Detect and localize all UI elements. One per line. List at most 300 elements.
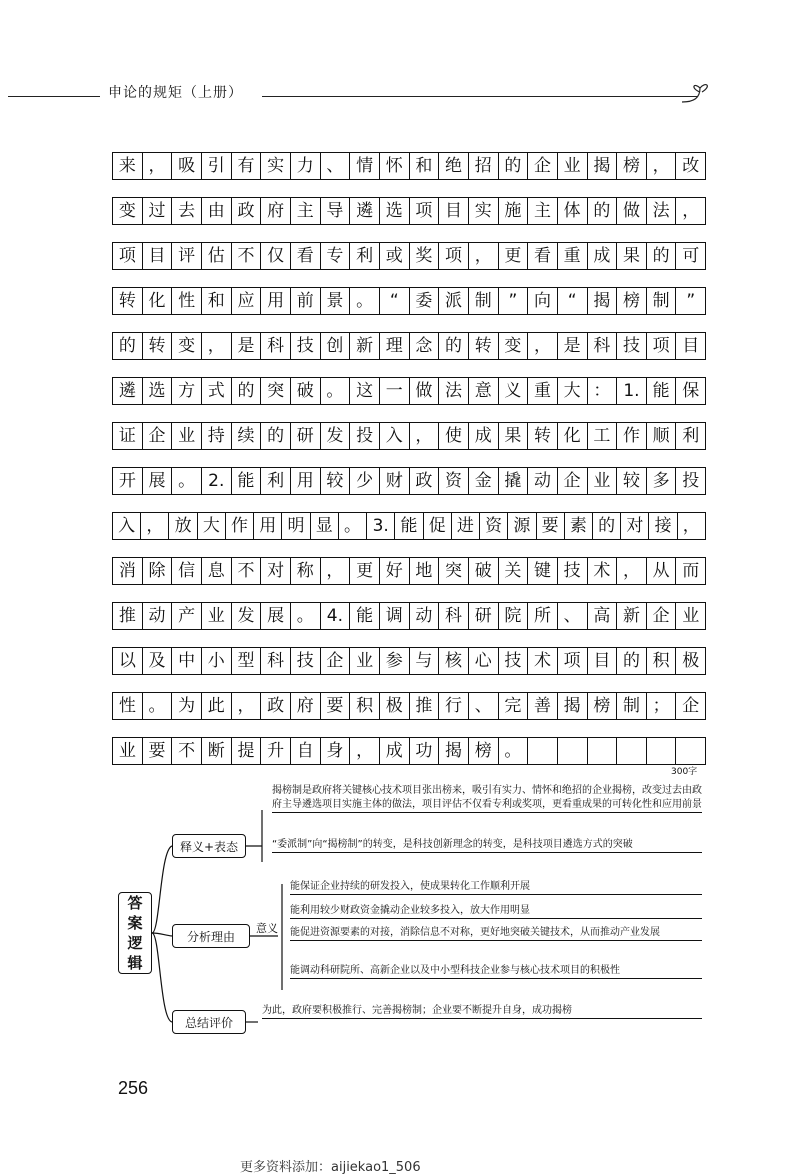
essay-cell: 企 [528,152,558,180]
essay-cell: ， [617,557,647,585]
essay-cell: 科 [588,332,618,360]
essay-cell: 制 [617,692,647,720]
root-char: 案 [127,914,143,932]
essay-cell: 的 [593,512,621,540]
essay-cell: 去 [172,197,202,225]
reason-item: 能调动科研院所、高新企业以及中小型科技企业参与核心技术项目的积极性 [290,964,702,979]
essay-cell: 投 [676,467,706,495]
essay-cell: 对 [621,512,649,540]
essay-cell: ， [647,152,677,180]
essay-row [112,602,706,630]
essay-cell: 的 [647,242,677,270]
essay-cell: 目 [676,332,706,360]
essay-cell: 财 [380,467,410,495]
branch1-note-stance: “委派制”向“揭榜制”的转变，是科技创新理念的转变，是科技项目遴选方式的突破 [272,838,702,853]
essay-cell: 榜 [617,287,647,315]
header-rule-right [262,96,698,97]
essay-cell: 的 [617,647,647,675]
essay-cell: 中 [172,647,202,675]
essay-cell: 前 [291,287,321,315]
essay-cell: 委 [410,287,440,315]
essay-cell: ” [499,287,529,315]
essay-cell: 的 [261,422,291,450]
essay-cell: 此 [202,692,232,720]
essay-cell: 实 [261,152,291,180]
essay-cell: 不 [172,737,202,765]
essay-cell: 主 [528,197,558,225]
essay-cell: 转 [143,332,173,360]
essay-row [112,377,706,405]
essay-cell: 术 [588,557,618,585]
essay-cell: 理 [380,332,410,360]
essay-cell: 自 [291,737,321,765]
essay-cell: 导 [321,197,351,225]
essay-cell: 多 [647,467,677,495]
essay-cell: 创 [321,332,351,360]
essay-cell: 键 [528,557,558,585]
essay-cell: 项 [410,197,440,225]
essay-cell: 企 [143,422,173,450]
essay-cell: 评 [172,242,202,270]
essay-cell: 遴 [350,197,380,225]
essay-cell: 转 [469,332,499,360]
essay-cell: ， [232,692,262,720]
essay-cell: 科 [439,602,469,630]
essay-cell: 推 [410,692,440,720]
reason-item: 能利用较少财政资金撬动企业较多投入，放大作用明显 [290,904,702,919]
essay-cell: 善 [528,692,558,720]
root-char: 逻 [127,934,143,952]
significance-label: 意义 [256,922,278,935]
essay-cell: 来 [113,152,143,180]
branch-label: 释义+表态 [179,839,239,854]
essay-cell: 。 [172,467,202,495]
essay-cell: 看 [528,242,558,270]
essay-cell: 企 [647,602,677,630]
essay-cell: 新 [350,332,380,360]
essay-cell: 使 [439,422,469,450]
essay-cell: 业 [202,602,232,630]
essay-cell: 资 [439,467,469,495]
essay-cell: 果 [617,242,647,270]
branch1-note-definition: 揭榜制是政府将关键核心技术项目张出榜来，吸引有实力、情怀和绝招的企业揭榜，改变过去由政府主导遴选项目实施主体的做法，项目评估不仅看专利或奖项，更看重成果的可转化性和应用前景 [272,784,702,813]
essay-cell: 动 [410,602,440,630]
essay-cell: 目 [143,242,173,270]
essay-cell: 果 [499,422,529,450]
essay-cell: 和 [410,152,440,180]
essay-cell: 意 [469,377,499,405]
essay-cell: 关 [499,557,529,585]
essay-cell: 施 [499,197,529,225]
essay-cell: 利 [676,422,706,450]
essay-cell: 证 [113,422,143,450]
essay-cell: 工 [588,422,618,450]
essay-cell: 开 [113,467,143,495]
essay-cell: 化 [143,287,173,315]
essay-cell: 明 [282,512,310,540]
essay-cell: 制 [647,287,677,315]
essay-cell: 持 [202,422,232,450]
essay-cell: 引 [202,152,232,180]
essay-cell: 1. [617,377,647,405]
essay-cell: 调 [380,602,410,630]
essay-cell: 奖 [410,242,440,270]
header-rule-left [8,96,100,97]
essay-cell: 动 [143,602,173,630]
root-char: 答 [127,894,143,912]
essay-cell: 选 [380,197,410,225]
essay-cell: 发 [321,422,351,450]
essay-cell: 为 [172,692,202,720]
essay-cell: 新 [617,602,647,630]
essay-cell: 由 [202,197,232,225]
essay-cell: 积 [647,647,677,675]
essay-cell: 化 [558,422,588,450]
essay-cell: 、 [558,602,588,630]
essay-cell: 展 [261,602,291,630]
essay-cell: 以 [113,647,143,675]
essay-cell: 和 [202,287,232,315]
essay-cell: 业 [588,467,618,495]
essay-cell: 科 [261,332,291,360]
essay-row [112,332,706,360]
essay-cell: 用 [291,467,321,495]
essay-cell [588,737,618,765]
essay-cell: 作 [226,512,254,540]
essay-cell: 核 [439,647,469,675]
essay-cell [647,737,677,765]
essay-cell: 招 [469,152,499,180]
essay-cell: 业 [172,422,202,450]
essay-cell: 性 [172,287,202,315]
essay-cell: 接 [649,512,677,540]
branch-analysis-node [172,924,250,948]
essay-cell: ， [469,242,499,270]
essay-cell: 府 [261,197,291,225]
essay-cell: 政 [410,467,440,495]
essay-cell: 2. [202,467,232,495]
essay-cell: 用 [254,512,282,540]
essay-cell: 院 [499,602,529,630]
essay-cell: 发 [232,602,262,630]
essay-cell: ， [676,197,706,225]
essay-cell: 派 [439,287,469,315]
essay-cell: ， [410,422,440,450]
essay-cell: 好 [380,557,410,585]
essay-cell: 所 [528,602,558,630]
branch-summary-node [172,1010,246,1034]
essay-cell: 突 [439,557,469,585]
essay-cell: 顺 [647,422,677,450]
essay-cell: ， [528,332,558,360]
essay-cell: 4. [321,602,351,630]
essay-cell: 金 [469,467,499,495]
essay-cell: 一 [380,377,410,405]
essay-cell: 情 [350,152,380,180]
essay-row [112,152,706,180]
essay-cell: 大 [198,512,226,540]
essay-cell: 专 [321,242,351,270]
essay-cell: 信 [172,557,202,585]
footer-text: 更多资料添加：aijiekao1_506 [240,1160,421,1175]
root-char: 辑 [127,954,143,972]
essay-cell: 揭 [439,737,469,765]
essay-cell: 式 [202,377,232,405]
essay-cell: 力 [291,152,321,180]
essay-cell: ， [321,557,351,585]
essay-cell: 吸 [172,152,202,180]
essay-cell: 向 [528,287,558,315]
essay-cell: 成 [588,242,618,270]
root-node [118,892,152,974]
branch-label: 总结评价 [184,1015,233,1030]
essay-row [112,737,706,765]
essay-cell: ； [647,692,677,720]
essay-cell: 技 [291,332,321,360]
essay-cell: 利 [261,467,291,495]
essay-cell: 业 [558,152,588,180]
essay-cell: 遴 [113,377,143,405]
essay-cell: 推 [113,602,143,630]
essay-cell: 做 [410,377,440,405]
page-number: 256 [118,1078,149,1098]
essay-cell: 变 [172,332,202,360]
essay-cell: 制 [469,287,499,315]
essay-cell: 除 [143,557,173,585]
essay-cell: 。 [321,377,351,405]
essay-cell: 极 [676,647,706,675]
essay-cell: 用 [261,287,291,315]
essay-cell: 术 [528,647,558,675]
essay-cell: 变 [499,332,529,360]
essay-cell: 地 [410,557,440,585]
essay-cell: 少 [350,467,380,495]
essay-cell: 型 [232,647,262,675]
essay-cell: 义 [499,377,529,405]
essay-cell: 转 [113,287,143,315]
essay-cell: 企 [676,692,706,720]
essay-cell: 做 [617,197,647,225]
essay-cell: 促 [424,512,452,540]
essay-cell: 政 [232,197,262,225]
essay-cell: 念 [410,332,440,360]
essay-cell: 法 [647,197,677,225]
essay-cell: 怀 [380,152,410,180]
essay-cell: 重 [528,377,558,405]
essay-cell: 显 [311,512,339,540]
essay-cell: 入 [380,422,410,450]
essay-cell: ， [202,332,232,360]
reason-item: 能保证企业持续的研发投入，使成果转化工作顺利开展 [290,880,702,895]
essay-cell: 成 [469,422,499,450]
essay-cell: 不 [232,242,262,270]
essay-cell: 称 [291,557,321,585]
summary-note: 为此，政府要积极推行、完善揭榜制；企业要不断提升自身，成功揭榜 [262,1004,702,1019]
sprout-icon [680,80,716,104]
essay-cell: 断 [202,737,232,765]
essay-cell: 息 [202,557,232,585]
essay-cell: 是 [232,332,262,360]
essay-cell: 业 [113,737,143,765]
essay-cell: 小 [202,647,232,675]
essay-cell: ， [350,737,380,765]
essay-cell: 可 [676,242,706,270]
branch-label: 分析理由 [186,929,235,944]
essay-cell: 要 [321,692,351,720]
essay-cell: ” [676,287,706,315]
page-header [0,78,800,108]
essay-cell: 完 [499,692,529,720]
essay-cell: 估 [202,242,232,270]
essay-cell: 企 [321,647,351,675]
essay-cell: 是 [558,332,588,360]
essay-cell: 提 [232,737,262,765]
essay-cell: 破 [469,557,499,585]
essay-cell: 政 [261,692,291,720]
essay-row [112,287,706,315]
essay-cell: 及 [143,647,173,675]
essay-cell: 技 [291,647,321,675]
essay-cell: 改 [676,152,706,180]
essay-cell: “ [558,287,588,315]
essay-cell: 方 [172,377,202,405]
essay-cell: 能 [232,467,262,495]
reason-item: 能促进资源要素的对接，消除信息不对称，更好地突破关键技术，从而推动产业发展 [290,926,702,941]
essay-cell: 目 [588,647,618,675]
essay-cell: 投 [350,422,380,450]
essay-cell: 产 [172,602,202,630]
essay-cell: 身 [321,737,351,765]
essay-cell: 动 [528,467,558,495]
essay-cell: 技 [617,332,647,360]
essay-cell: 突 [261,377,291,405]
essay-cell: 业 [350,647,380,675]
essay-cell: 这 [350,377,380,405]
essay-cell: “ [380,287,410,315]
essay-cell: 能 [647,377,677,405]
essay-cell: 。 [339,512,367,540]
essay-cell: 。 [499,737,529,765]
essay-cell: 揭 [588,287,618,315]
essay-cell: ， [141,512,169,540]
essay-cell: 而 [676,557,706,585]
essay-cell: 榜 [469,737,499,765]
essay-cell: 转 [528,422,558,450]
essay-cell: 技 [558,557,588,585]
essay-cell: 府 [291,692,321,720]
essay-row [112,512,706,540]
essay-cell: 项 [647,332,677,360]
essay-cell: 较 [617,467,647,495]
essay-cell: 项 [558,647,588,675]
essay-cell [558,737,588,765]
essay-cell: 参 [380,647,410,675]
essay-cell: 。 [350,287,380,315]
essay-cell: 选 [143,377,173,405]
essay-cell: 体 [558,197,588,225]
branch-interpret-node [172,834,246,858]
essay-cell: 心 [469,647,499,675]
essay-cell: 的 [439,332,469,360]
essay-cell: 大 [558,377,588,405]
essay-cell: ， [143,152,173,180]
essay-cell: 研 [291,422,321,450]
essay-cell: 重 [558,242,588,270]
essay-cell: 的 [113,332,143,360]
essay-cell: 3. [367,512,395,540]
essay-cell: 利 [350,242,380,270]
essay-cell: 、 [321,152,351,180]
essay-cell: 企 [558,467,588,495]
essay-cell: 保 [676,377,706,405]
essay-cell: 的 [232,377,262,405]
essay-cell: 科 [261,647,291,675]
essay-cell: 放 [169,512,197,540]
essay-cell: 榜 [617,152,647,180]
essay-cell: 的 [588,197,618,225]
essay-cell: 研 [469,602,499,630]
essay-cell: 揭 [588,152,618,180]
essay-cell: 源 [508,512,536,540]
essay-cell: 入 [113,512,141,540]
essay-cell: 仅 [261,242,291,270]
essay-cell: 进 [452,512,480,540]
essay-cell: 更 [499,242,529,270]
essay-cell: ， [678,512,706,540]
essay-cell: 消 [113,557,143,585]
essay-cell: 看 [291,242,321,270]
essay-cell: 榜 [588,692,618,720]
essay-cell: 与 [410,647,440,675]
essay-cell: 过 [143,197,173,225]
essay-cell: 破 [291,377,321,405]
essay-cell: 或 [380,242,410,270]
essay-cell: 有 [232,152,262,180]
essay-grid [112,152,706,782]
essay-cell: 能 [395,512,423,540]
essay-cell: 高 [588,602,618,630]
essay-cell: 、 [469,692,499,720]
essay-cell: 性 [113,692,143,720]
essay-row [112,692,706,720]
essay-cell: 变 [113,197,143,225]
essay-cell: 业 [676,602,706,630]
essay-cell: 对 [261,557,291,585]
essay-cell: 应 [232,287,262,315]
essay-cell: 作 [617,422,647,450]
word-count: 300字 [671,767,698,777]
essay-cell: 积 [350,692,380,720]
essay-cell: 撬 [499,467,529,495]
essay-cell: 技 [499,647,529,675]
essay-cell: 从 [647,557,677,585]
essay-cell: 。 [291,602,321,630]
essay-cell [617,737,647,765]
essay-cell: 的 [499,152,529,180]
essay-cell: 揭 [558,692,588,720]
essay-cell: 。 [143,692,173,720]
essay-row [112,647,706,675]
essay-cell: 法 [439,377,469,405]
essay-cell: 续 [232,422,262,450]
essay-cell: 极 [380,692,410,720]
essay-cell: 景 [321,287,351,315]
book-title: 申论的规矩（上册） [108,85,243,101]
essay-cell: 升 [261,737,291,765]
essay-row [112,467,706,495]
answer-logic-mindmap [0,780,800,1050]
essay-cell: 实 [469,197,499,225]
